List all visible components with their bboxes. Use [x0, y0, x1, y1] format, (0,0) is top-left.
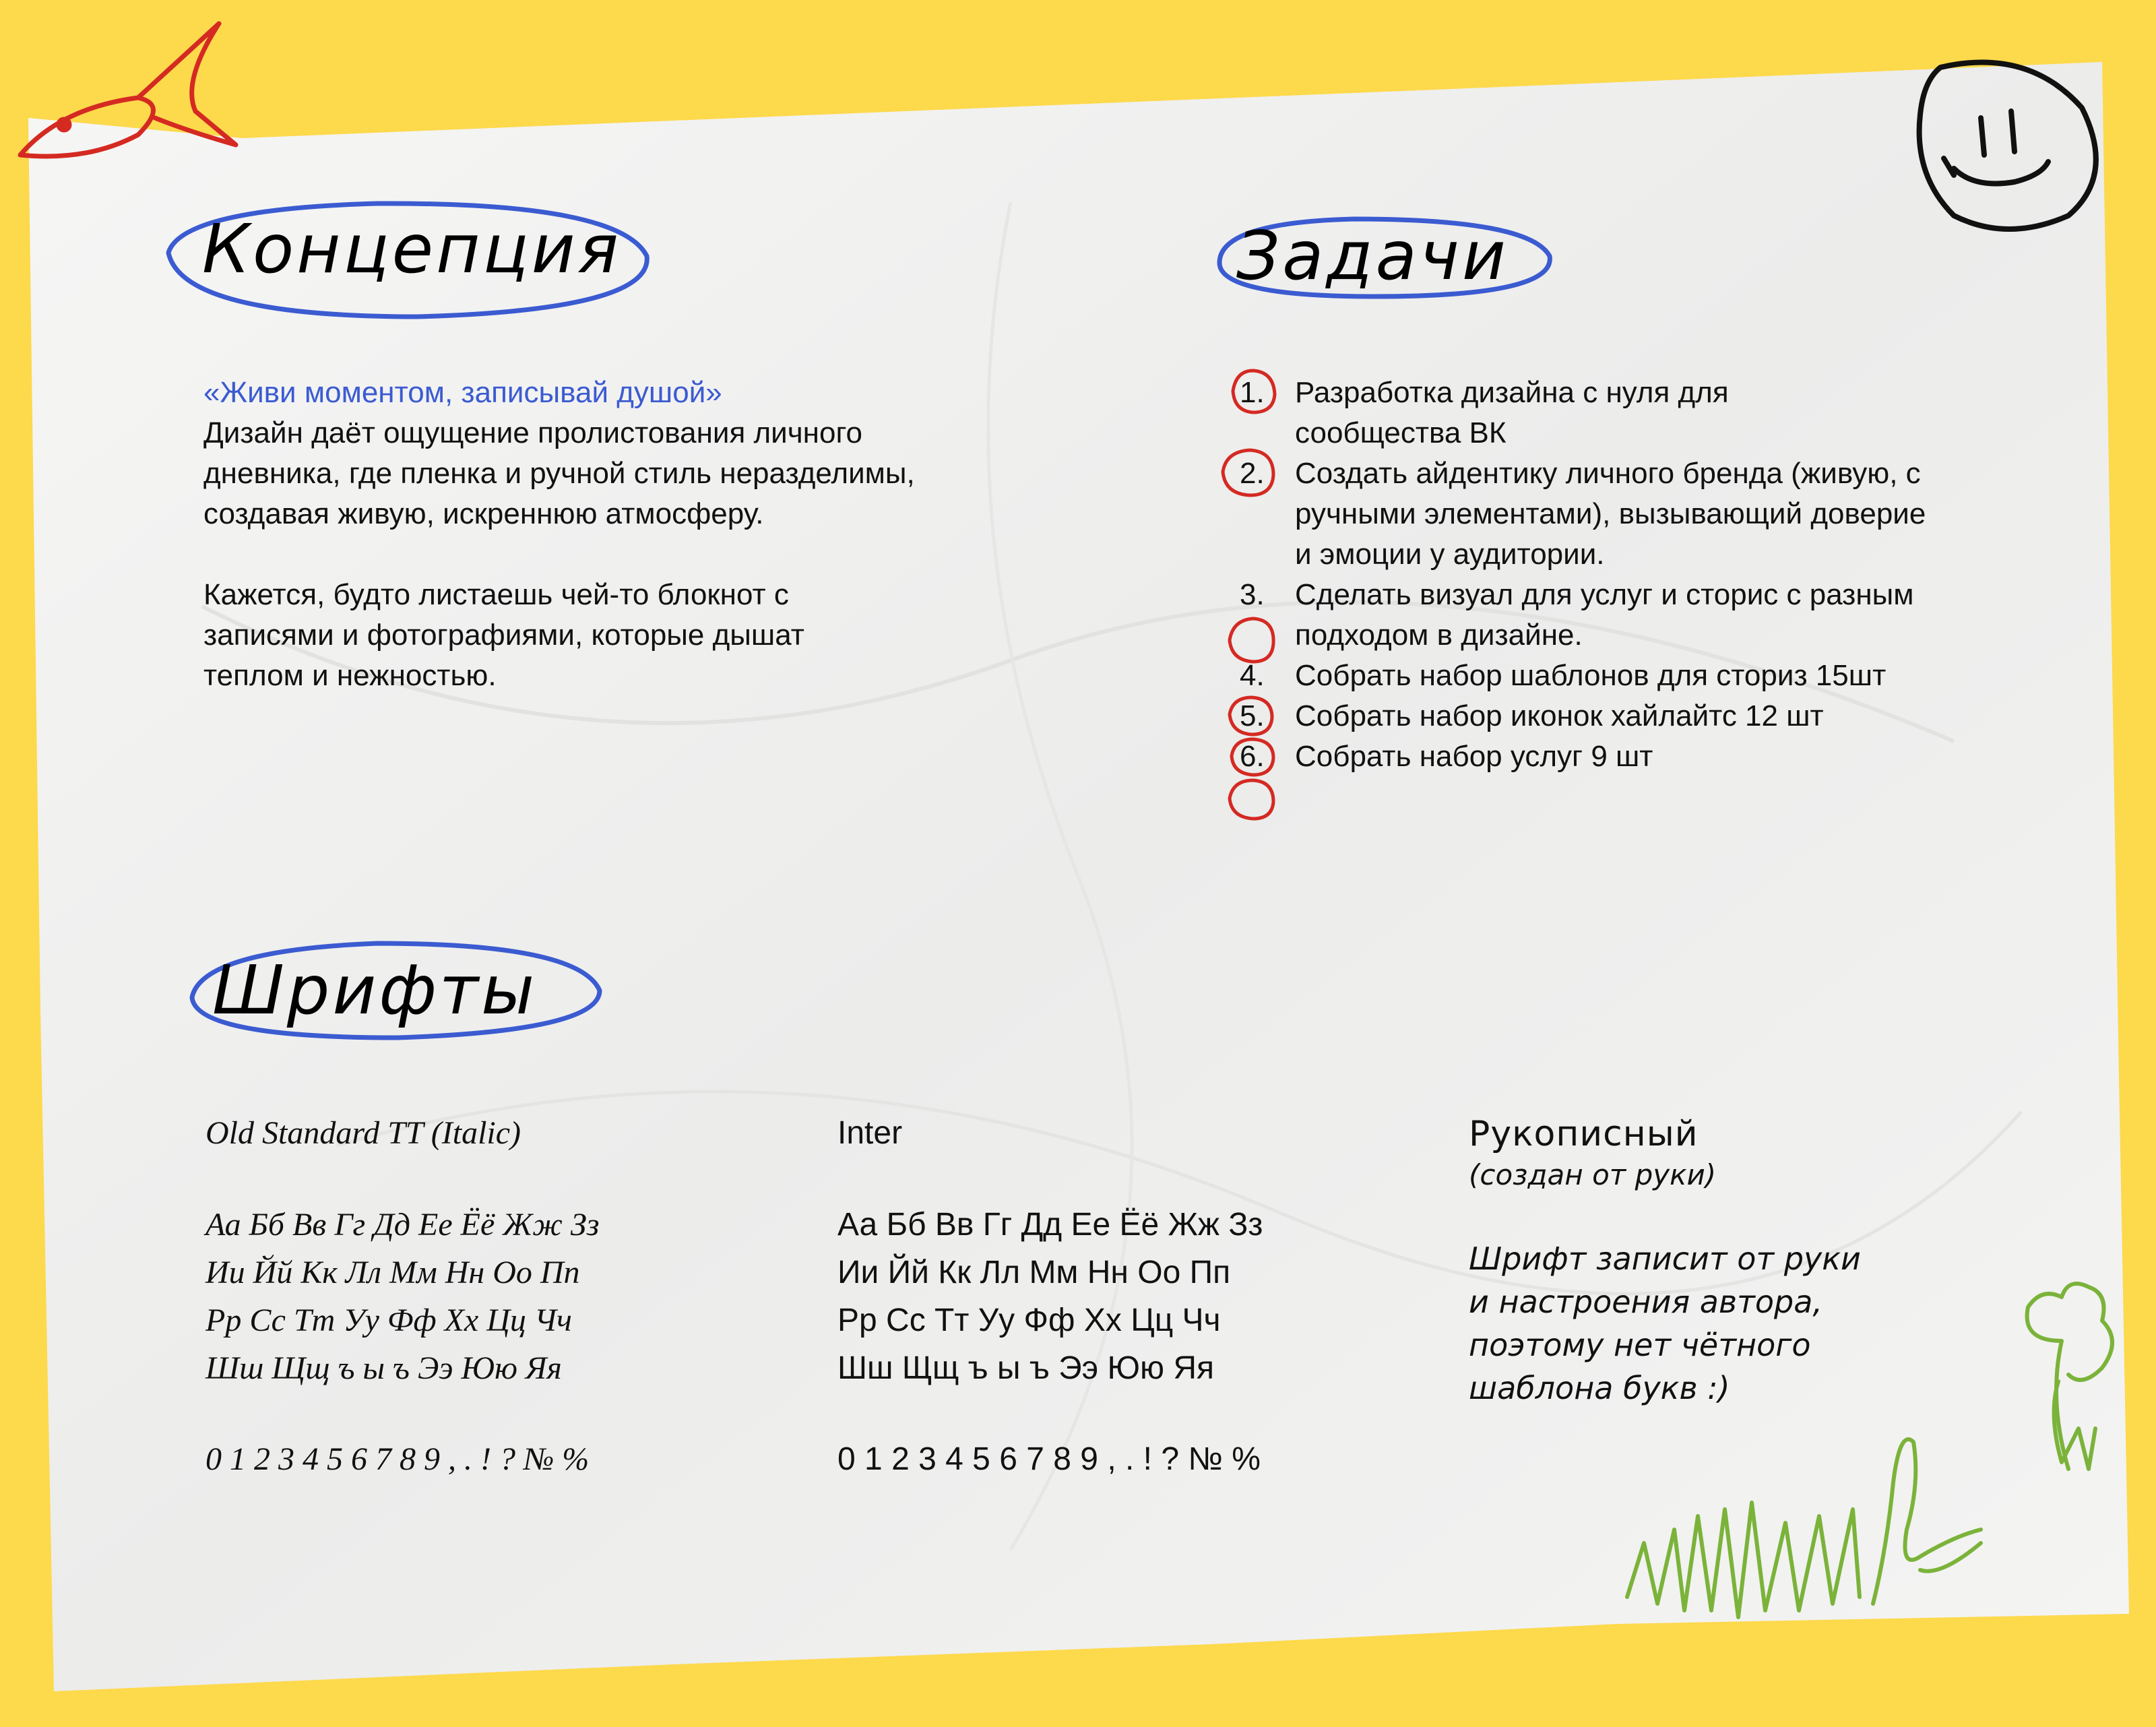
concept-text: [203, 373, 978, 696]
task-item-6: [1240, 736, 2050, 777]
font-name-old-standard: Old Standard TT (Italic): [205, 1115, 521, 1151]
spacer: [837, 1392, 1403, 1439]
concept-paragraph-2: Кажется, будто листаешь чей-то блокнот с записями и фотографиями, которые дышат теплом и нежностью.: [203, 578, 804, 692]
handwritten-description: Шрифт записит от руки и настроения автора, поэтому нет чётного шаблона букв :): [1469, 1241, 1861, 1406]
concept-slogan: «Живи моментом, записывай душой»: [203, 376, 722, 409]
tasks-list-container: [1240, 373, 1994, 777]
task-number: 4.: [1240, 659, 1265, 692]
task-text: Сделать визуал для услуг и сторис с разным подходом в дизайне.: [1295, 578, 1914, 652]
font-name-inter: Inter: [837, 1115, 903, 1151]
alphabet-line: Ии Йй Кк Лл Мм Нн Оо Пп: [205, 1255, 580, 1290]
alphabet-line: Ии Йй Кк Лл Мм Нн Оо Пп: [837, 1255, 1231, 1290]
task-item-4: [1240, 656, 2050, 696]
task-item-1: [1240, 373, 1807, 453]
tasks-list: [1240, 373, 1994, 777]
alphabet-line: Шш Щщ ъ ы ъ Ээ Юю Яя: [205, 1350, 562, 1386]
alphabet-line: Шш Щщ ъ ы ъ Ээ Юю Яя: [837, 1350, 1214, 1386]
task-number: 1.: [1240, 376, 1265, 409]
tasks-heading: Задачи: [1236, 216, 1509, 295]
fonts-heading: Шрифты: [212, 951, 538, 1030]
font-name-handwritten: Рукописный: [1469, 1114, 1699, 1154]
task-text: Собрать набор шаблонов для сториз 15шт: [1295, 659, 1886, 692]
spacer: [837, 1154, 1403, 1201]
concept-paragraph-1: Дизайн даёт ощущение пролистования личного дневника, где пленка и ручной стиль неразделимы, создавая живую, искреннюю атмосферу.: [203, 416, 915, 530]
task-text: Собрать набор услуг 9 шт: [1295, 740, 1653, 773]
task-number: 6.: [1240, 740, 1265, 773]
spacer: [205, 1392, 771, 1439]
font-sample-handwritten: [1469, 1112, 1886, 1410]
handwritten-subtitle: (создан от руки): [1469, 1158, 1717, 1191]
task-item-5: [1240, 696, 2050, 736]
alphabet-line: Рр Сс Тт Уу Фф Хх Цц Чч: [205, 1302, 572, 1338]
spacer: [1469, 1194, 1886, 1237]
alphabet-line: Аа Бб Вв Гг Дд Ее Ёё Жж Зз: [205, 1207, 600, 1243]
task-number: 3.: [1240, 578, 1265, 611]
task-number: 2.: [1240, 457, 1265, 490]
alphabet-line: Рр Сс Тт Уу Фф Хх Цц Чч: [837, 1302, 1221, 1338]
concept-heading: Концепция: [202, 210, 621, 288]
spacer: [203, 534, 978, 575]
alphabet-line: Аа Бб Вв Гг Дд Ее Ёё Жж Зз: [837, 1207, 1263, 1243]
task-text: Собрать набор иконок хайлайтс 12 шт: [1295, 699, 1824, 732]
digits-line: 0 1 2 3 4 5 6 7 8 9 , . ! ? № %: [837, 1441, 1261, 1477]
font-sample-old-standard: [205, 1113, 771, 1480]
task-text: Создать айдентику личного бренда (живую, с ручными элементами), вызывающий доверие и эмоции у аудитории.: [1295, 457, 1926, 571]
task-number: 5.: [1240, 699, 1265, 732]
task-item-2: [1240, 453, 1928, 575]
task-item-3: [1240, 575, 1928, 656]
font-sample-inter: [837, 1113, 1403, 1480]
digits-line: 0 1 2 3 4 5 6 7 8 9 , . ! ? № %: [205, 1441, 590, 1477]
spacer: [205, 1154, 771, 1201]
task-text: Разработка дизайна с нуля для сообщества ВК: [1295, 376, 1729, 449]
